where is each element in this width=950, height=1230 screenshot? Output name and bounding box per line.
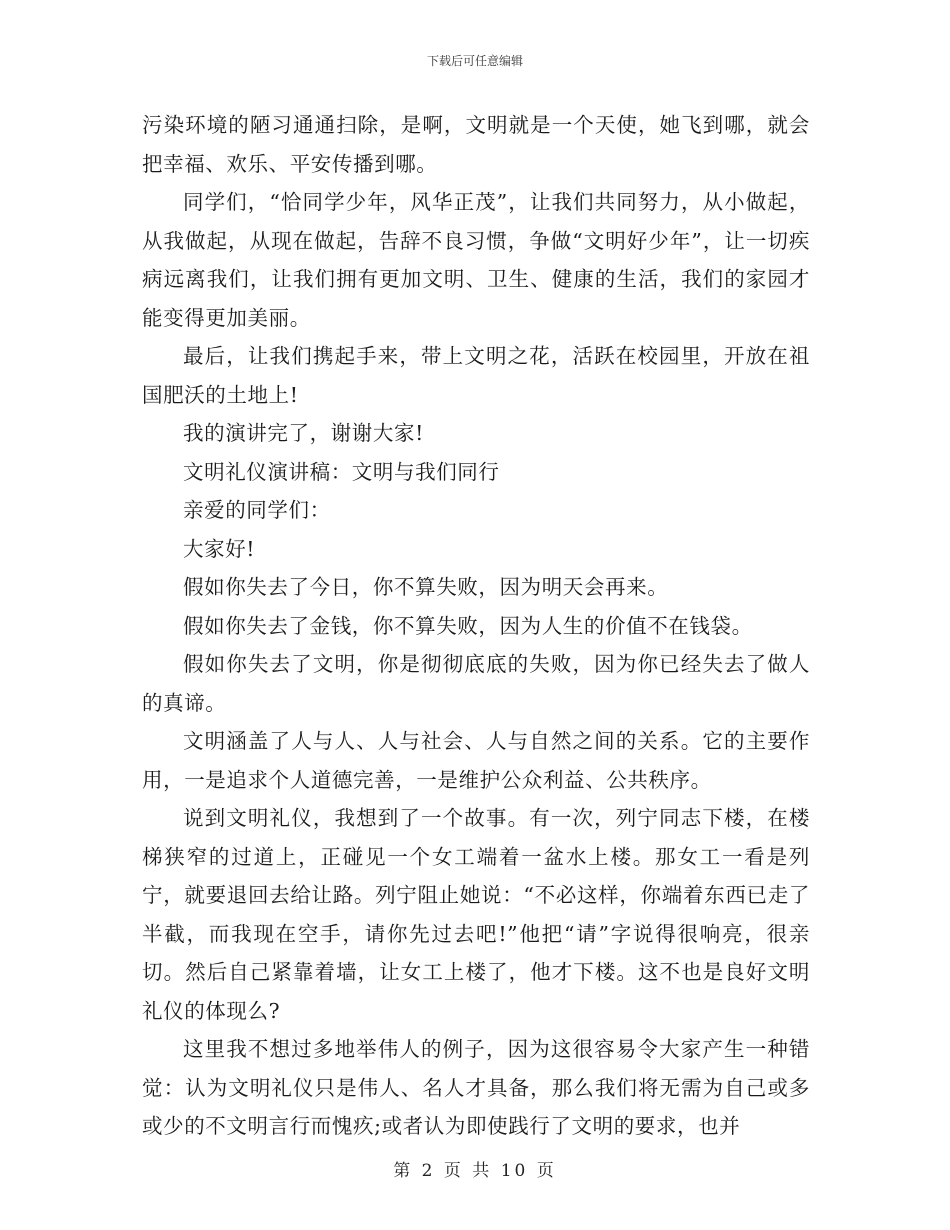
paragraph: 我的演讲完了，谢谢大家!	[183, 421, 424, 445]
paragraph: 同学们，“恰同学少年，风华正茂”，让我们共同努力，从小做起，从我做起，从现在做起，告辞不良习惯，争做“文明好少年”，让一切疾病远离我们，让我们拥有更加文明、卫生、健康的生活，我们的家园才能变得更加美丽。	[142, 190, 810, 330]
paragraph: 这里我不想过多地举伟人的例子，因为这很容易令大家产生一种错觉：认为文明礼仪只是伟人、名人才具备，那么我们将无需为自己或多或少的不文明言行而愧疚;或者认为即使践行了文明的要求，也并	[142, 1037, 810, 1138]
page-number: 第 2 页 共 10 页	[393, 1161, 557, 1181]
page-header: 下载后可任意编辑	[426, 54, 523, 68]
paragraph: 假如你失去了金钱，你不算失败，因为人生的价值不在钱袋。	[183, 613, 753, 638]
document-body	[142, 106, 810, 1146]
paragraph: 假如你失去了文明，你是彻彻底底的失败，因为你已经失去了做人的真谛。	[142, 652, 810, 715]
paragraph: 假如你失去了今日，你不算失败，因为明天会再来。	[183, 575, 669, 599]
paragraph: 最后，让我们携起手来，带上文明之花，活跃在校园里，开放在祖国肥沃的土地上!	[142, 344, 810, 407]
greeting: 大家好!	[183, 536, 256, 561]
speech-title: 文明礼仪演讲稿：文明与我们同行	[183, 459, 500, 484]
paragraph: 说到文明礼仪，我想到了一个故事。有一次，列宁同志下楼，在楼梯狭窄的过道上，正碰见一个女工端着一盆水上楼。那女工一看是列宁，就要退回去给让路。列宁阻止她说：“不必这样，你端着东西已走了半截，而我现在空手，请你先过去吧!”他把“请”字说得很响亮，很亲切。然后自己紧靠着墙，让女工上楼了，他才下楼。这不也是良好文明礼仪的体现么?	[142, 806, 810, 1023]
salutation: 亲爱的同学们：	[183, 498, 331, 522]
paragraph: 文明涵盖了人与人、人与社会、人与自然之间的关系。它的主要作用，一是追求个人道德完善，一是维护公众利益、公共秩序。	[142, 729, 810, 792]
paragraph-continuation: 污染环境的陋习通通扫除，是啊，文明就是一个天使，她飞到哪，就会把幸福、欢乐、平安传播到哪。	[142, 113, 810, 176]
